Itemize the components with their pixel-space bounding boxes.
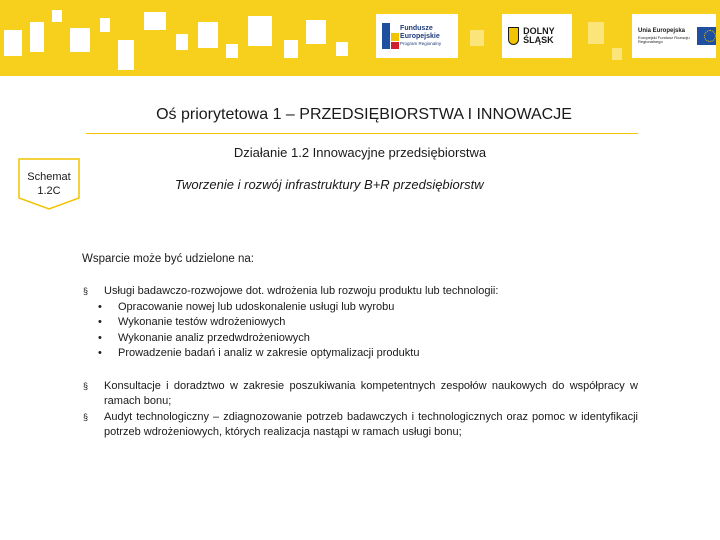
decor-square	[612, 48, 622, 60]
ue-logo-subtitle: Europejski Fundusz Rozwoju Regionalnego	[638, 34, 690, 45]
decor-square	[470, 30, 484, 46]
decor-square	[30, 22, 44, 52]
decor-square	[118, 40, 134, 70]
list-item-text: Usługi badawczo-rozwojowe dot. wdrożenia lub rozwoju produktu lub technologii:	[104, 285, 499, 297]
dot-bullet-icon: •	[98, 300, 102, 313]
fe-logo-name: Fundusze Europejskie	[400, 25, 440, 40]
sub-list-item	[82, 331, 638, 347]
decor-square	[176, 34, 188, 50]
sub-list-item	[82, 346, 638, 362]
decor-square	[588, 22, 604, 44]
ue-logo-name: Unia Europejska	[638, 27, 686, 34]
sub-list-item	[82, 315, 638, 331]
list-item-text: Konsultacje i doradztwo w zakresie poszukiwania kompetentnych zespołów naukowych do współpracy w ramach bonu;	[104, 379, 638, 407]
decor-square	[52, 10, 62, 22]
eu-flag-icon	[697, 27, 716, 45]
schema-badge	[18, 158, 80, 210]
list-item	[82, 410, 638, 441]
section-bullet-icon: §	[83, 411, 89, 422]
schema-label: Schemat	[27, 171, 71, 183]
list-item	[82, 379, 638, 410]
decor-square	[198, 22, 218, 48]
dot-bullet-icon: •	[98, 316, 102, 328]
decor-square	[4, 30, 22, 56]
decor-square	[306, 20, 326, 44]
sub-list-item-text: Wykonanie testów wdrożeniowych	[118, 316, 286, 328]
dot-bullet-icon: •	[98, 331, 102, 344]
section-bullet-icon: §	[83, 380, 89, 391]
decor-square	[226, 44, 238, 58]
decor-square	[100, 18, 110, 32]
list-item	[82, 284, 638, 300]
intro-text: Wsparcie może być udzielone na:	[82, 253, 254, 265]
support-list	[82, 284, 638, 441]
sub-list-item-text: Prowadzenie badań i analiz w zakresie optymalizacji produktu	[118, 347, 420, 359]
fe-emblem-icon	[382, 23, 396, 49]
unia-europejska-logo	[632, 14, 716, 58]
section-bullet-icon: §	[83, 286, 89, 296]
schema-number: 1.2C	[37, 185, 61, 197]
dolny-slask-logo	[502, 14, 572, 58]
decor-square	[336, 42, 348, 56]
title-divider	[86, 133, 638, 134]
dot-bullet-icon: •	[98, 347, 102, 359]
list-item-text: Audyt technologiczny – zdiagnozowanie potrzeb badawczych i technologicznych oraz pomoc w identyfikacji potrzeb wdrożeniowych, których realizacja nastąpi w ramach usługi bonu;	[104, 410, 638, 438]
sub-list-item-text: Opracowanie nowej lub udoskonalenie usługi lub wyrobu	[118, 300, 395, 313]
fundusze-europejskie-logo	[376, 14, 458, 58]
ds-logo-name: DOLNY ŚLĄSK	[523, 25, 555, 45]
decor-square	[70, 28, 90, 52]
sub-list-item	[82, 300, 638, 316]
decor-square	[284, 40, 298, 58]
eagle-crest-icon	[508, 27, 519, 45]
decor-square	[248, 16, 272, 46]
action-title: Działanie 1.2 Innowacyjne przedsiębiorstwa	[233, 145, 487, 160]
priority-axis-title: Oś priorytetowa 1 – PRZEDSIĘBIORSTWA I INNOWACJE	[156, 106, 572, 123]
sub-list-item-text: Wykonanie analiz przedwdrożeniowych	[118, 331, 310, 344]
fe-logo-subtitle: Program Regionalny	[400, 40, 442, 46]
decor-square	[144, 12, 166, 30]
header-banner	[0, 0, 720, 76]
schema-title: Tworzenie i rozwój infrastruktury B+R przedsiębiorstw	[175, 177, 484, 192]
